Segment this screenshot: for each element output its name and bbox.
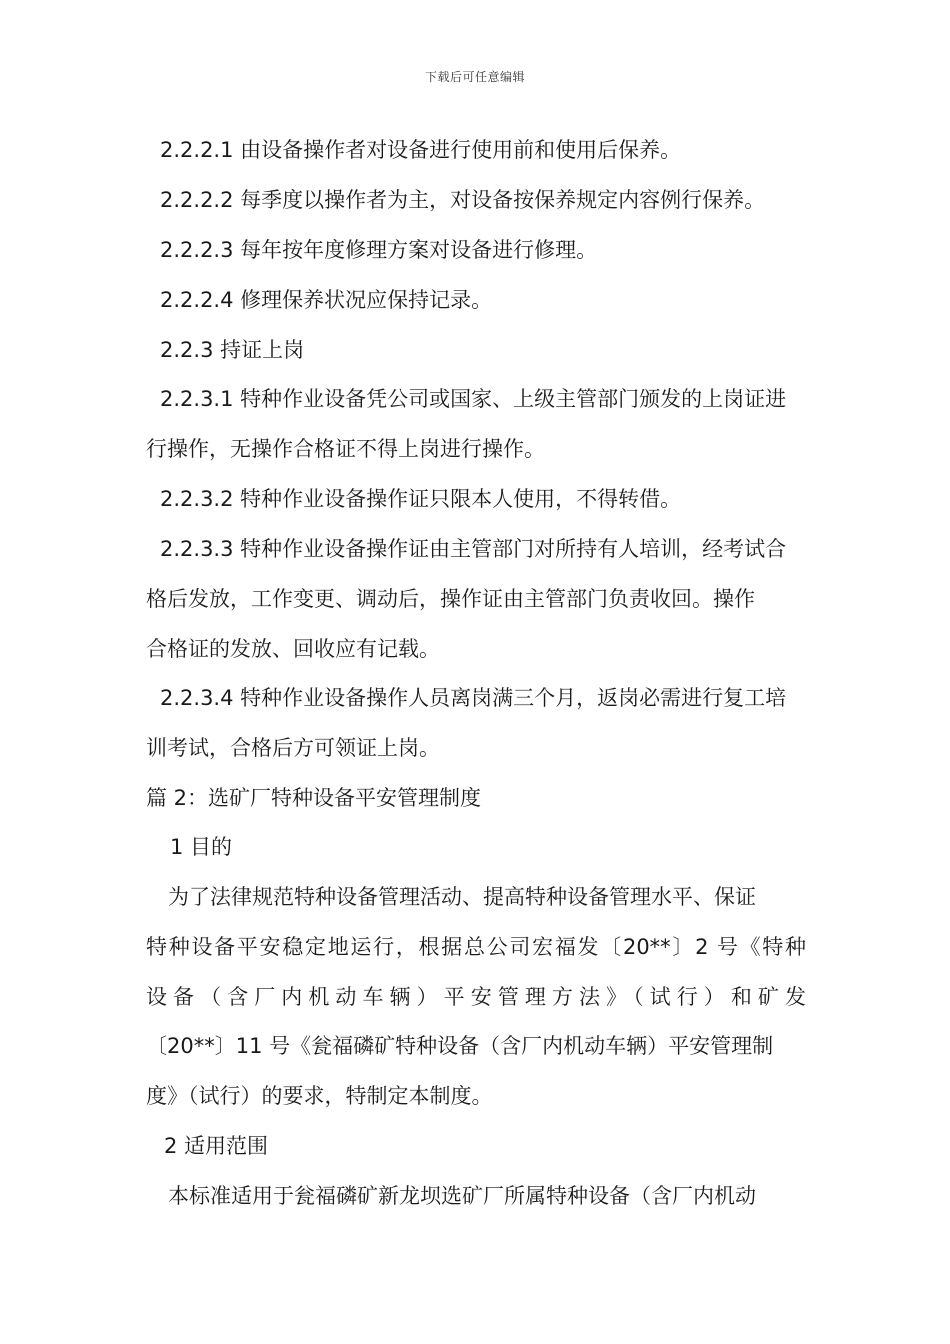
text-line: 格后发放，工作变更、调动后，操作证由主管部门负责收回。操作	[146, 587, 755, 611]
text-line: 2.2.2.4 修理保养状况应保持记录。	[160, 288, 493, 312]
text-line: 为了法律规范特种设备管理活动、提高特种设备管理水平、保证	[168, 885, 756, 909]
section-heading: 2 适用范围	[164, 1134, 269, 1158]
text-line: 2.2.3.3 特种作业设备操作证由主管部门对所持有人培训，经考试合	[160, 537, 787, 561]
text-line: 2.2.3.1 特种作业设备凭公司或国家、上级主管部门颁发的上岗证进	[160, 387, 787, 411]
text-line: 行操作，无操作合格证不得上岗进行操作。	[146, 437, 545, 461]
page-header: 下载后可任意编辑	[424, 70, 525, 84]
text-line: 特种设备平安稳定地运行，根据总公司宏福发〔20**〕2 号《特种	[146, 935, 806, 959]
text-line: 2.2.3.4 特种作业设备操作人员离岗满三个月，返岗必需进行复工培	[160, 686, 787, 710]
text-line: 合格证的发放、回收应有记载。	[146, 637, 440, 661]
chapter-title: 篇 2：选矿厂特种设备平安管理制度	[146, 786, 482, 810]
text-line: 训考试，合格后方可领证上岗。	[146, 736, 440, 760]
text-line: 2.2.2.2 每季度以操作者为主，对设备按保养规定内容例行保养。	[160, 188, 766, 212]
text-line: 设备（含厂内机动车辆）平安管理方法》（试行）和矿发	[146, 985, 806, 1009]
text-line: 2.2.2.3 每年按年度修理方案对设备进行修理。	[160, 238, 598, 262]
section-heading: 1 目的	[170, 835, 233, 859]
text-line: 〔20**〕11 号《瓮福磷矿特种设备（含厂内机动车辆）平安管理制	[146, 1034, 774, 1058]
text-line: 2.2.2.1 由设备操作者对设备进行使用前和使用后保养。	[160, 138, 682, 162]
text-line: 本标准适用于瓮福磷矿新龙坝选矿厂所属特种设备（含厂内机动	[168, 1184, 756, 1208]
text-line: 2.2.3.2 特种作业设备操作证只限本人使用，不得转借。	[160, 487, 682, 511]
text-line: 度》（试行）的要求，特制定本制度。	[146, 1084, 493, 1108]
section-heading: 2.2.3 持证上岗	[160, 338, 305, 362]
